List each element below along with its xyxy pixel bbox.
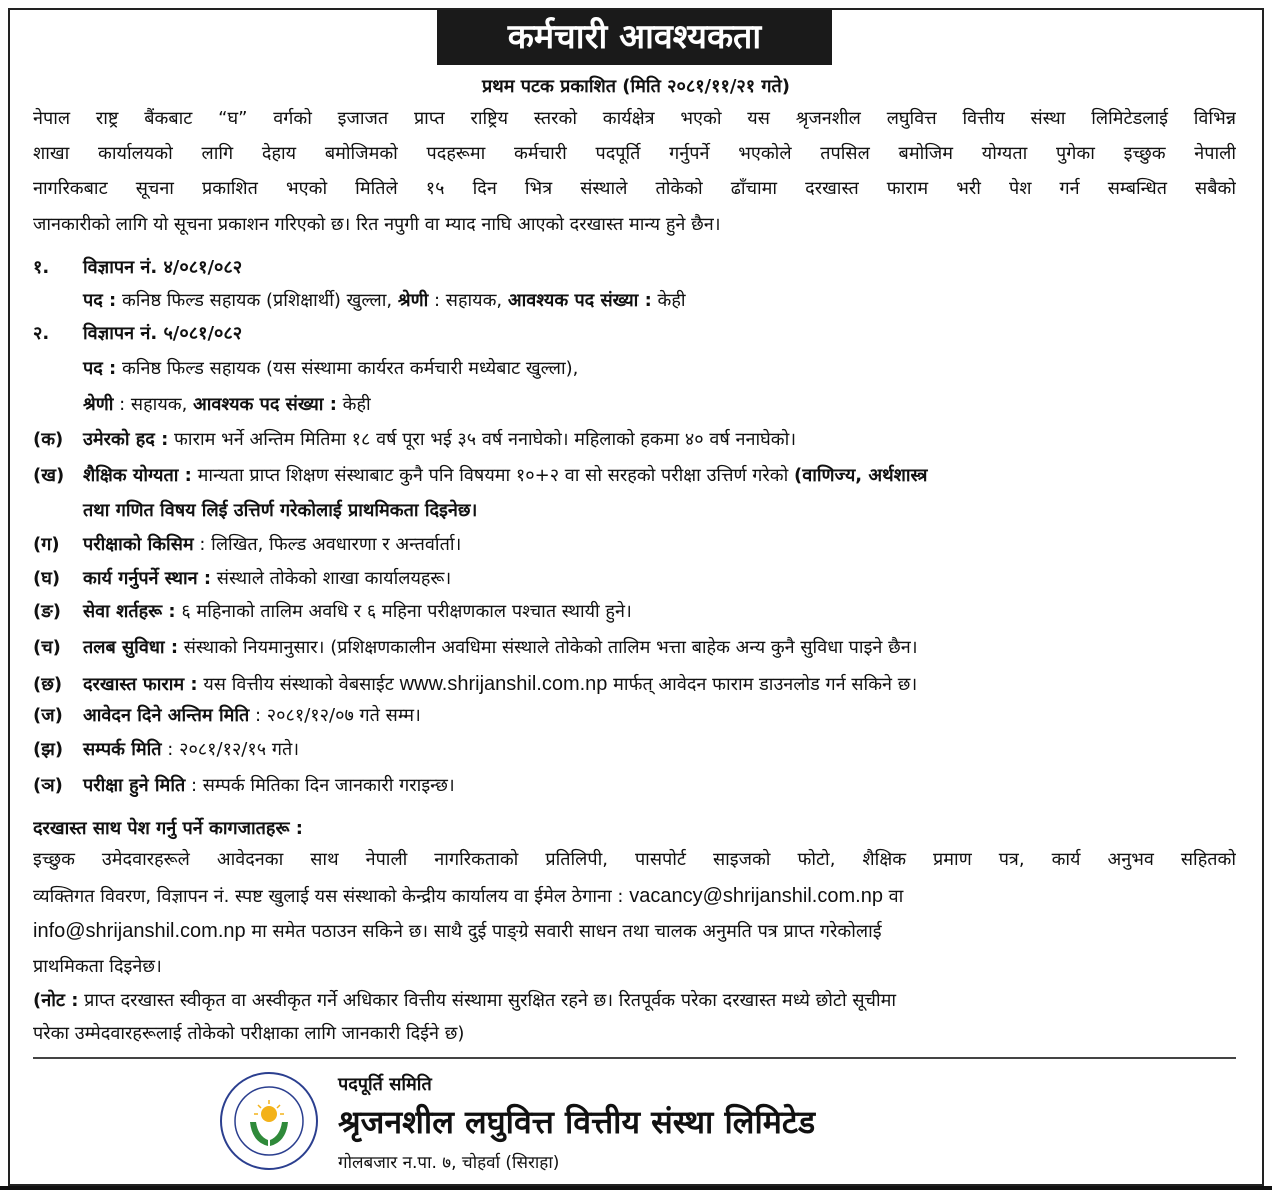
notice-title: कर्मचारी आवश्यकता [437,10,832,65]
condition-value: ६ महिनाको तालिम अवधि र ६ महिना परीक्षणकाल पश्चात स्थायी हुने। [175,601,632,622]
vacancy-email-link[interactable]: vacancy@shrijanshil.com.np [629,885,883,907]
bottom-rule [0,1186,1272,1190]
post-value: कनिष्ठ फिल्ड सहायक (यस संस्थामा कार्यरत कर्मचारी मध्येबाट खुल्ला), [116,358,579,379]
condition-value: फाराम भर्ने अन्तिम मितिमा १८ वर्ष पूरा भई ३५ वर्ष ननाघेको। महिलाको हकमा ४० वर्ष ननाघेको। [168,429,797,450]
advertisement-number: विज्ञापन नं. ५/०८१/०८२ [83,323,243,344]
condition-label: (ख) [33,465,65,486]
condition-key: कार्य गर्नुपर्ने स्थान : [83,568,212,589]
vacancy-number: २. [33,323,50,344]
documents-heading-text: दरखास्त साथ पेश गर्नु पर्ने कागजातहरू : [33,818,303,839]
intro-line: जानकारीको लागि यो सूचना प्रकाशन गरिएको छ। रित नपुगी वा म्याद नाघि आएको दरखास्त मान्य हुने छैन। [33,214,721,235]
condition-label: (ङ) [33,601,61,622]
condition-key: सम्पर्क मिति [83,739,162,760]
condition-label: (ज) [33,705,63,726]
note-line: परेका उम्मेदवारहरूलाई तोकेको परीक्षाका लागि जानकारी दिईने छ) [33,1023,465,1044]
condition-key: परीक्षाको किसिम [83,534,194,555]
condition-label: (क) [33,429,64,450]
info-email-link[interactable]: info@shrijanshil.com.np [33,920,246,942]
condition-salary [33,633,1236,663]
condition-application-form [33,669,1236,699]
vacancy-2-heading [33,319,1236,349]
publication-date: प्रथम पटक प्रकाशित (मिति २०८१/११/२१ गते) [481,76,791,97]
vacancy-2-level [33,390,1236,420]
condition-value: यस वित्तीय संस्थाको वेबसाईट [197,674,400,695]
level-label: श्रेणी [397,290,429,311]
documents-text: व्यक्तिगत विवरण, विज्ञापन नं. स्पष्ट खुलाई यस संस्थाको केन्द्रीय कार्यालय वा ईमेल ठेगाना : [33,886,630,907]
organization-logo [218,1070,320,1172]
condition-value: : सम्पर्क मितिका दिन जानकारी गराइन्छ। [185,775,455,796]
condition-exam-type [33,530,1236,560]
post-label: पद : [83,358,117,379]
condition-value: संस्थाको नियमानुसार। (प्रशिक्षणकालीन अवधिमा संस्थाले तोकेको तालिम भत्ता बाहेक अन्य कुनै सुविधा पाइने छैन। [178,637,918,658]
count-value: केही [336,394,371,415]
post-label: पद : [83,290,117,311]
condition-label: (छ) [33,674,63,695]
advertisement-number: विज्ञापन नं. ४/०८१/०८२ [83,257,243,278]
condition-value: संस्थाले तोकेको शाखा कार्यालयहरू। [211,568,452,589]
condition-label: (झ) [33,739,64,760]
documents-line [33,881,1236,911]
vacancy-1-heading [33,253,1236,283]
note-line [33,986,1236,1016]
condition-key: तलब सुविधा : [83,637,179,658]
level-label: श्रेणी [83,394,114,415]
divider [33,1057,1236,1059]
intro-line: शाखा कार्यालयको लागि देहाय बमोजिमको पदहरूमा कर्मचारी पदपूर्ति गर्नुपर्ने भएकोले तपसिल बमोजिम योग्यता पुगेका इच्छुक नेपाली [33,143,1236,164]
condition-value-bold: तथा गणित विषय लिई उत्तिर्ण गरेकोलाई प्राथमिकता दिइनेछ। [83,500,478,521]
note-label: (नोट : [33,990,79,1011]
committee-name: पदपूर्ति समिति [338,1074,432,1095]
website-link[interactable]: www.shrijanshil.com.np [399,673,608,695]
vacancy-1-details [33,286,1236,316]
condition-education [33,461,1236,491]
level-value: : सहायक, [428,290,508,311]
condition-key: उमेरको हद : [83,429,169,450]
condition-value: : लिखित, फिल्ड अवधारणा र अन्तर्वार्ता। [193,534,462,555]
count-value: केही [651,290,686,311]
documents-line: इच्छुक उमेदवारहरूले आवेदनका साथ नेपाली नागरिकताको प्रतिलिपी, पासपोर्ट साइजको फोटो, शैक्षिक प्रमाण पत्र, कार्य अनुभव सहितको [33,849,1236,870]
condition-key: आवेदन दिने अन्तिम मिति [83,705,250,726]
intro-line: नागरिकबाट सूचना प्रकाशित भएको मितिले १५ दिन भित्र संस्थाले तोकेको ढाँचामा दरखास्त फाराम भरी पेश गर्न सम्बन्धित सबैको [33,178,1236,199]
condition-key: शैक्षिक योग्यता : [83,465,192,486]
condition-key: परीक्षा हुने मिति [83,775,186,796]
documents-line: प्राथमिकता दिइनेछ। [33,956,162,977]
documents-heading [33,814,1236,844]
condition-value: : २०८१/१२/१५ गते। [161,739,300,760]
condition-label: (च) [33,637,61,658]
condition-value: मार्फत् आवेदन फाराम डाउनलोड गर्न सकिने छ। [607,674,918,695]
condition-key: दरखास्त फाराम : [83,674,198,695]
condition-deadline [33,701,1236,731]
documents-text: वा [882,886,904,907]
condition-label: (ग) [33,534,60,555]
organization-name: श्रृजनशील लघुवित्त वित्तीय संस्था लिमिटेड [338,1103,816,1141]
condition-service-terms [33,597,1236,627]
condition-contact-date [33,735,1236,765]
condition-workplace [33,564,1236,594]
condition-value: : २०८१/१२/०७ गते सम्म। [249,705,421,726]
condition-value: मान्यता प्राप्त शिक्षण संस्थाबाट कुनै पनि विषयमा १०+२ वा सो सरहको परीक्षा उत्तिर्ण गरेको [191,465,794,486]
condition-value-bold: (वाणिज्य, अर्थशास्त्र [793,465,928,486]
note-text: प्राप्त दरखास्त स्वीकृत वा अस्वीकृत गर्ने अधिकार वित्तीय संस्थामा सुरक्षित रहने छ। रितपूर्वक परेका दरखास्त मध्ये छोटो सूचीमा [78,990,897,1011]
vacancy-number: १. [33,257,50,278]
count-label: आवश्यक पद संख्या : [193,394,337,415]
level-value: : सहायक, [113,394,194,415]
vacancy-2-post [33,354,1236,384]
condition-key: सेवा शर्तहरू : [83,601,176,622]
organization-address: गोलबजार न.पा. ७, चोहर्वा (सिराहा) [338,1153,560,1173]
count-label: आवश्यक पद संख्या : [507,290,652,311]
condition-education-cont [33,496,1236,526]
condition-exam-date [33,771,1236,801]
documents-line [33,916,1236,946]
condition-label: (घ) [33,568,61,589]
condition-age [33,425,1236,455]
documents-text: मा समेत पठाउन सकिने छ। साथै दुई पाङ्ग्रे सवारी साधन तथा चालक अनुमति पत्र प्राप्त गरेकोलाई [245,921,882,942]
post-value: कनिष्ठ फिल्ड सहायक (प्रशिक्षार्थी) खुल्ला, [116,290,398,311]
condition-label: (ञ) [33,775,63,796]
intro-line: नेपाल राष्ट्र बैंकबाट “घ” वर्गको इजाजत प्राप्त राष्ट्रिय स्तरको कार्यक्षेत्र भएको यस श्रृजनशील लघुवित्त वित्तीय संस्था लिमिटेडलाई विभिन्न [33,108,1236,129]
